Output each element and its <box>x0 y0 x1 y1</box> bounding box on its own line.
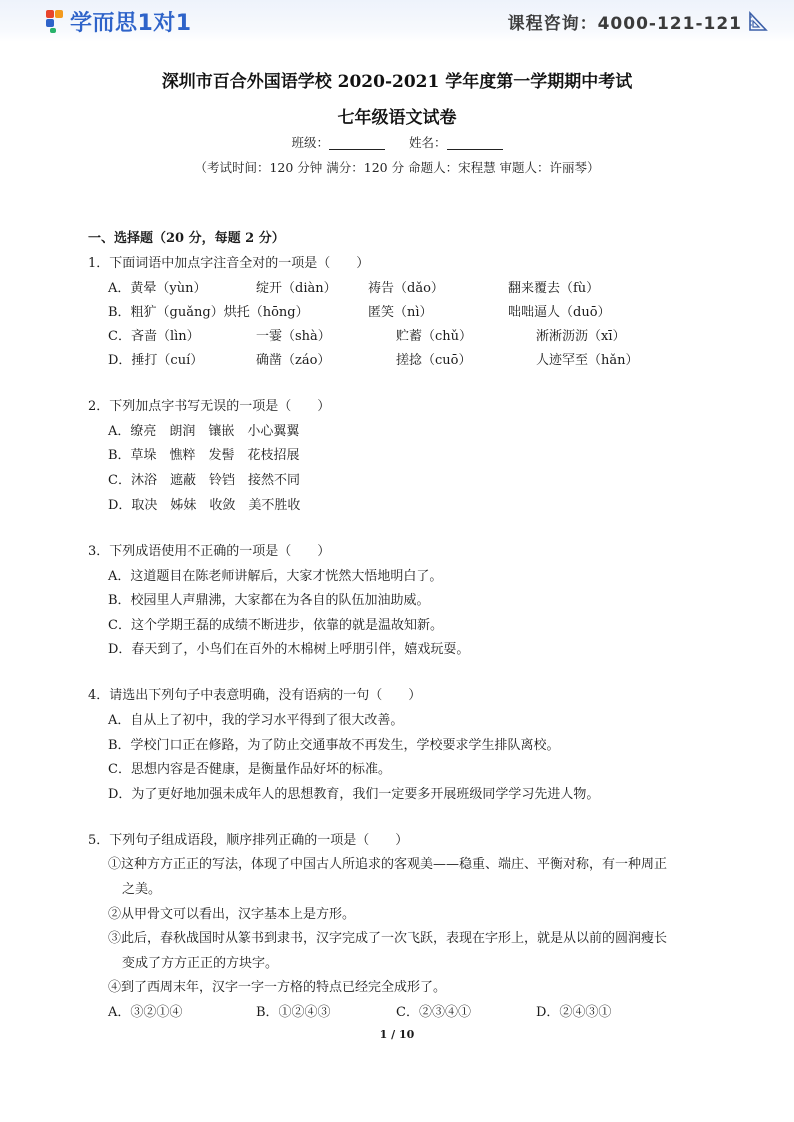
question-3-stem: 3．下列成语使用不正确的一项是（ ） <box>88 544 331 559</box>
name-label: 姓名： <box>408 135 447 150</box>
q5-sentence-3-cont: 变成了方方正正的方块字。 <box>122 956 279 971</box>
q4-option-a: A．自从上了初中，我的学习水平得到了很大改善。 <box>108 713 404 728</box>
q5-option-b: B．①②④③ <box>256 1005 331 1020</box>
q5-option-a: A．③②①④ <box>108 1005 183 1020</box>
question-1-stem: 1．下面词语中加点字注音全对的一项是（ ） <box>88 256 370 271</box>
q1-option-b-1: B．粗犷（guǎng）烘托（hōng） <box>108 305 309 320</box>
hotline-text: 课程咨询：4000-121-121 <box>507 14 742 34</box>
exam-info: （考试时间：120 分钟 满分：120 分 命题人：宋程慧 审题人：许丽琴） <box>194 160 600 175</box>
q1-option-a-3: 祷告（dǎo） <box>368 281 444 296</box>
exam-subtitle: 七年级语文试卷 <box>337 108 457 128</box>
q5-sentence-1: ①这种方方正正的写法，体现了中国古人所追求的客观美——稳重、端庄、平衡对称，有一种周正 <box>108 857 668 872</box>
q1-option-c-4: 淅淅沥沥（xī） <box>536 329 626 344</box>
q1-option-a-1: A．黄晕（yùn） <box>108 281 207 296</box>
q5-sentence-2: ②从甲骨文可以看出，汉字基本上是方形。 <box>108 907 356 922</box>
brand-logo <box>44 6 192 36</box>
student-info-line <box>0 133 794 151</box>
class-label: 班级： <box>291 135 329 150</box>
q1-option-b-3: 匿笑（nì） <box>368 305 433 320</box>
q5-sentence-4: ④到了西周末年，汉字一字一方格的特点已经完全成形了。 <box>108 980 447 995</box>
q1-option-d-2: 确凿（záo） <box>256 353 331 368</box>
q2-option-b: B．草垛 憔粹 发髻 花枝招展 <box>108 448 300 463</box>
q1-option-c-1: C．吝啬（lìn） <box>108 329 200 344</box>
q4-option-c: C．思想内容是否健康，是衡量作品好坏的标准。 <box>108 762 391 777</box>
q4-option-d: D．为了更好地加强未成年人的思想教育，我们一定要多开展班级同学学习先进人物。 <box>108 787 600 802</box>
question-5-stem: 5．下列句子组成语段，顺序排列正确的一项是（ ） <box>88 833 409 848</box>
q1-option-c-2: 一霎（shà） <box>256 329 331 344</box>
q1-option-d-4: 人迹罕至（hǎn） <box>536 353 639 368</box>
q3-option-d: D．春天到了，小鸟们在百外的木棉树上呼朋引伴，嬉戏玩耍。 <box>108 642 470 657</box>
q2-option-c: C．沐浴 遮蔽 铃铛 接然不同 <box>108 473 300 488</box>
brand-logo-icon <box>44 8 66 34</box>
q2-option-a: A．缭亮 朗润 镶嵌 小心翼翼 <box>108 424 300 439</box>
q3-option-b: B．校园里人声鼎沸，大家都在为各自的队伍加油助威。 <box>108 593 430 608</box>
q1-option-d-1: D．捶打（cuí） <box>108 353 204 368</box>
q1-option-c-3: 贮蓄（chǔ） <box>396 329 473 344</box>
name-blank <box>447 135 503 150</box>
q1-option-a-4: 翻来覆去（fù） <box>508 281 600 296</box>
question-4-stem: 4．请选出下列句子中表意明确，没有语病的一句（ ） <box>88 688 422 703</box>
brand-name: 学而思1对1 <box>70 10 192 36</box>
q1-option-b-4: 咄咄逼人（duō） <box>508 305 611 320</box>
page-number: 1 / 10 <box>379 1028 415 1041</box>
question-2-stem: 2．下列加点字书写无误的一项是（ ） <box>88 399 331 414</box>
q4-option-b: B．学校门口正在修路，为了防止交通事故不再发生，学校要求学生排队离校。 <box>108 738 560 753</box>
class-blank <box>329 135 385 150</box>
q5-option-d: D．②④③① <box>536 1005 612 1020</box>
q3-option-a: A．这道题目在陈老师讲解后，大家才恍然大悟地明白了。 <box>108 569 443 584</box>
q1-option-a-2: 绽开（diàn） <box>256 281 337 296</box>
header-banner <box>0 0 794 42</box>
q2-option-d: D．取决 姊妹 收敛 美不胜收 <box>108 498 301 513</box>
section-heading: 一、选择题（20 分，每题 2 分） <box>88 231 285 246</box>
q3-option-c: C．这个学期王磊的成绩不断进步，依靠的就是温故知新。 <box>108 618 443 633</box>
q1-option-d-3: 搓捻（cuō） <box>396 353 472 368</box>
q5-sentence-1-cont: 之美。 <box>122 882 162 897</box>
exam-title: 深圳市百合外国语学校 2020-2021 学年度第一学期期中考试 <box>161 72 633 92</box>
q5-sentence-3: ③此后，春秋战国时从篆书到隶书，汉字完成了一次飞跃，表现在字形上，就是从以前的圆润瘦长 <box>108 931 668 946</box>
q5-option-c: C．②③④① <box>396 1005 471 1020</box>
ruler-triangle-icon <box>748 10 768 32</box>
